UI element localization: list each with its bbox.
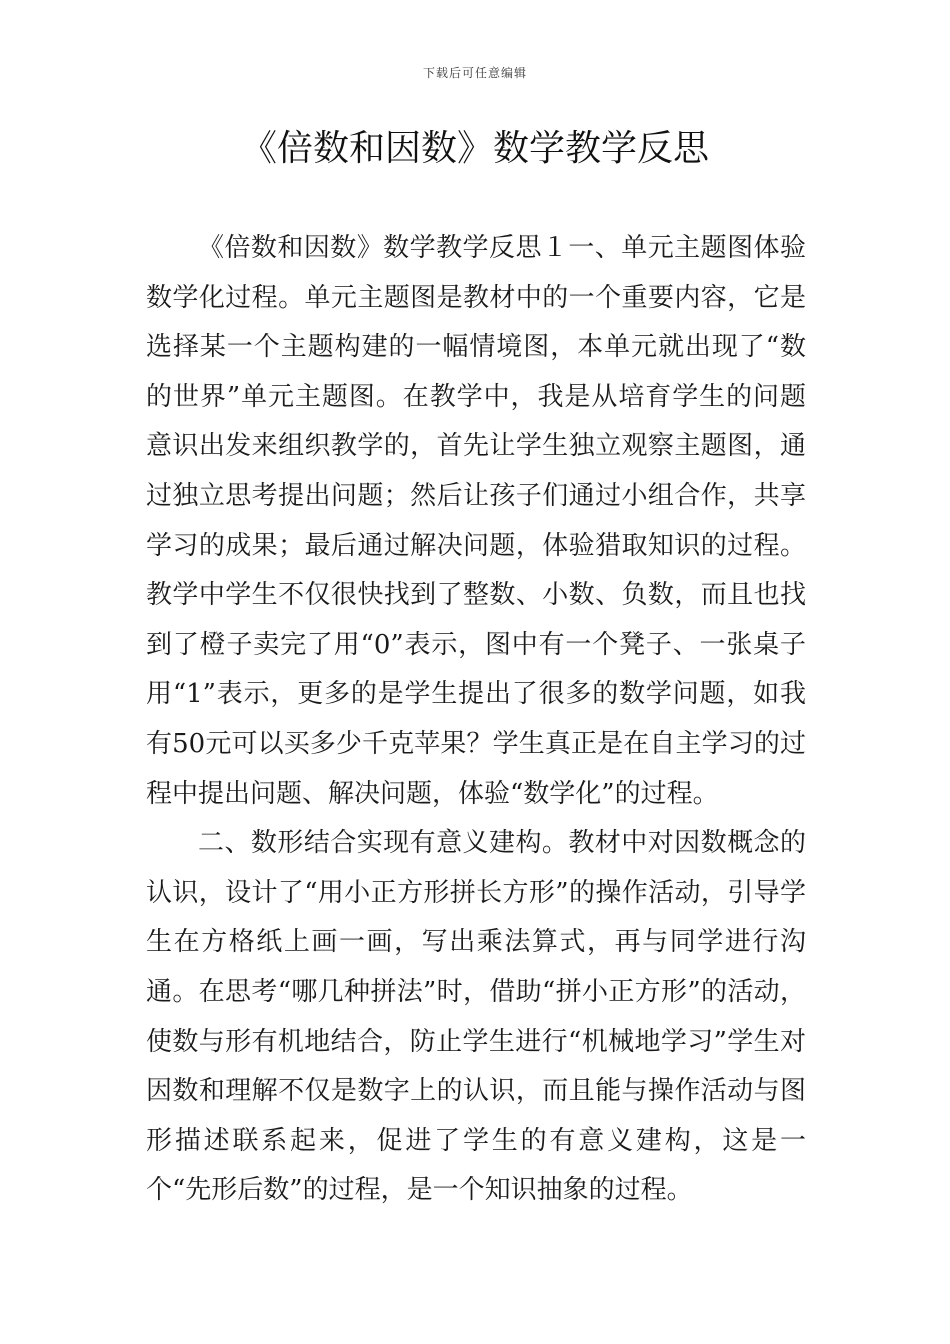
page-header-note: 下载后可任意编辑 [422, 66, 527, 80]
paragraph-2: 二、数形结合实现有意义建构。教材中对因数概念的认识，设计了“用小正方形拼长方形”的操作活动，引导学生在方格纸上画一画，写出乘法算式，再与同学进行沟通。在思考“哪几种拼法”时，借助“拼小正方形”的活动，使数与形有机地结合，防止学生进行“机械地学习”学生对因数和理解不仅是数字上的认识，而且能与操作活动与图形描述联系起来，促进了学生的有意义建构，这是一个“先形后数”的过程，是一个知识抽象的过程。 [146, 828, 806, 1206]
document-title: 《倍数和因数》数学教学反思 [240, 128, 709, 169]
document-body [146, 224, 806, 1216]
paragraph-1: 《倍数和因数》数学教学反思１一、单元主题图体验数学化过程。单元主题图是教材中的一个重要内容，它是选择某一个主题构建的一幅情境图，本单元就出现了“数的世界”单元主题图。在教学中，我是从培育学生的问题意识出发来组织教学的，首先让学生独立观察主题图，通过独立思考提出问题；然后让孩子们通过小组合作，共享学习的成果；最后通过解决问题，体验猎取知识的过程。教学中学生不仅很快找到了整数、小数、负数，而且也找到了橙子卖完了用“0”表示，图中有一个凳子、一张桌子用“1”表示，更多的是学生提出了很多的数学问题，如我有50元可以买多少千克苹果？学生真正是在自主学习的过程中提出问题、解决问题，体验“数学化”的过程。 [146, 233, 806, 809]
